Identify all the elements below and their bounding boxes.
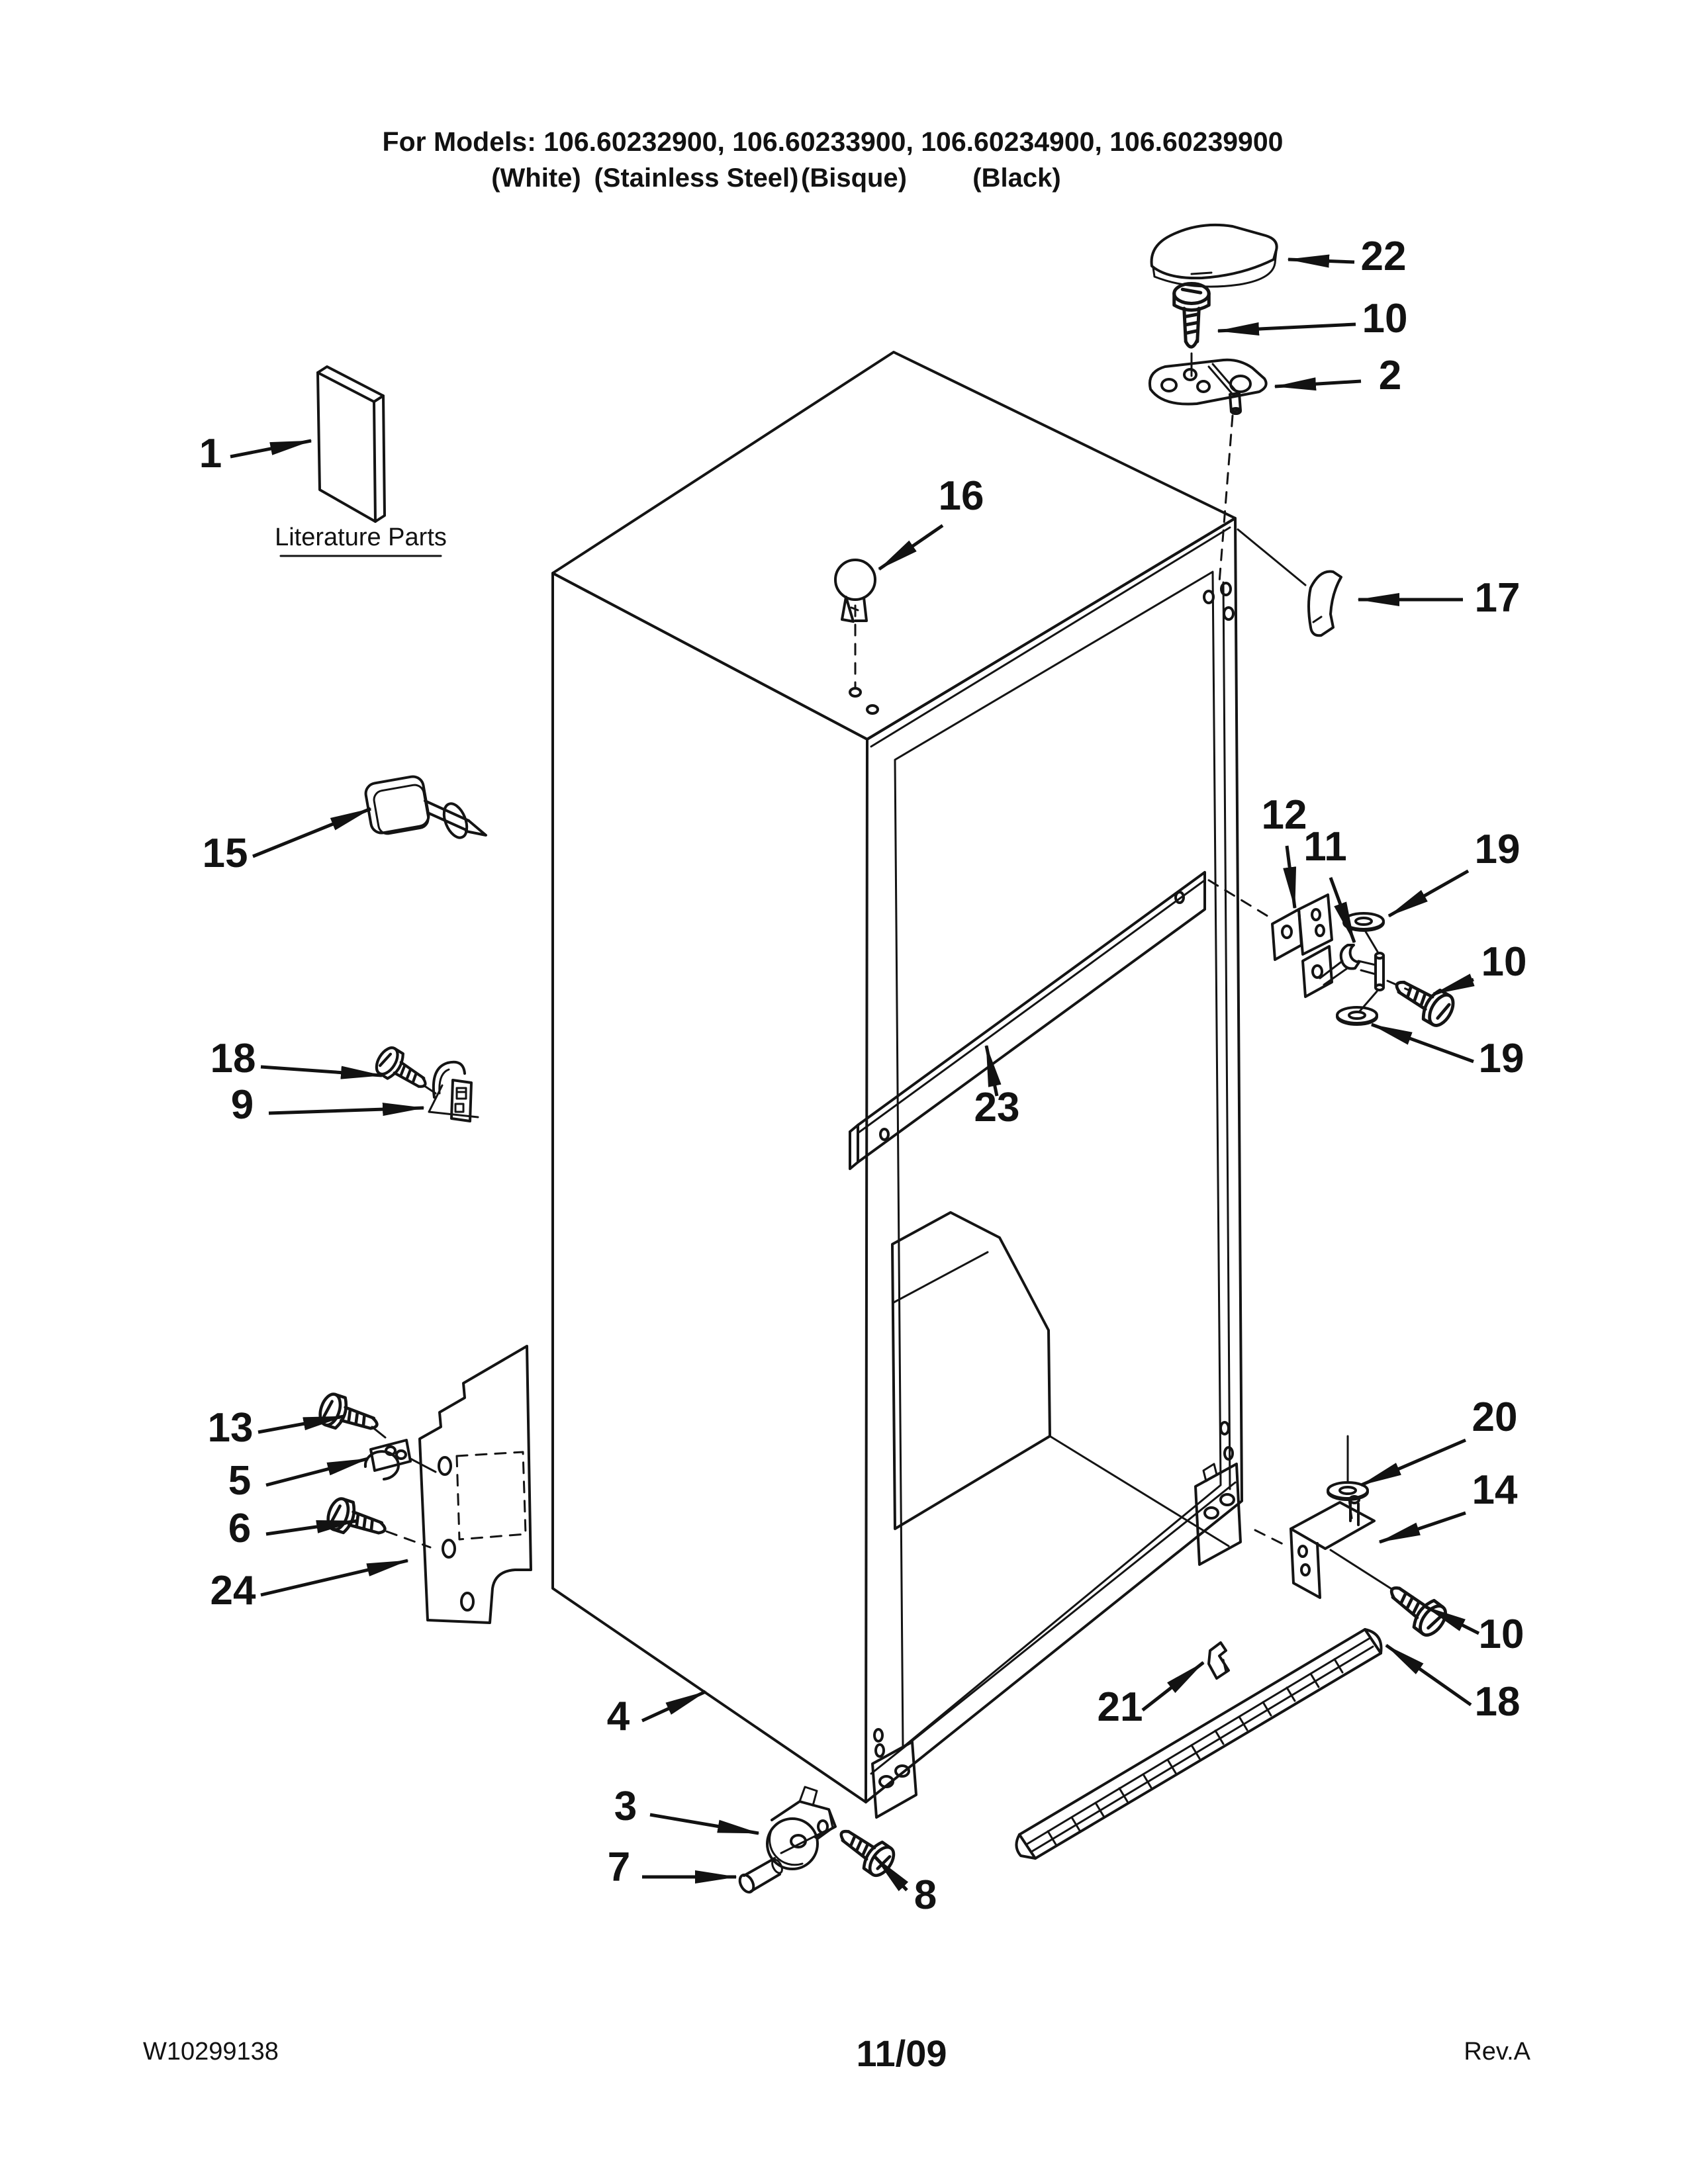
interior-divider: [892, 1212, 1229, 1546]
callout-arrow-18: [1386, 1645, 1471, 1705]
callout-number-3: 3: [614, 1784, 637, 1829]
callout-arrow-3: [650, 1815, 759, 1833]
part-16-plug: [835, 560, 875, 687]
part-13-screw: [316, 1392, 385, 1440]
callout-arrow-20: [1361, 1440, 1466, 1485]
callout-number-18: 18: [1474, 1679, 1521, 1725]
footer-doc-number: W10299138: [143, 2038, 279, 2066]
cabinet-shell: [553, 352, 1242, 1802]
part-11-center-hinge-pin: [1320, 945, 1409, 990]
callout-number-6: 6: [228, 1506, 252, 1551]
callout-arrow-14: [1380, 1513, 1466, 1542]
color-label-black: (Black): [972, 163, 1061, 193]
callout-number-13: 13: [207, 1405, 254, 1451]
callout-number-15: 15: [202, 831, 248, 876]
part-14-bottom-hinge-bracket: [1255, 1496, 1393, 1598]
callout-number-2: 2: [1378, 353, 1402, 398]
callout-arrow-24: [261, 1561, 408, 1595]
callout-number-24: 24: [210, 1568, 256, 1614]
callout-number-1: 1: [199, 431, 222, 477]
part-23-mullion-rail: [850, 872, 1270, 1169]
callout-number-17: 17: [1474, 575, 1521, 621]
part-10-screw-bottom: [1382, 1576, 1451, 1640]
callout-number-20: 20: [1472, 1394, 1518, 1440]
callout-arrow-10: [1426, 1607, 1479, 1633]
callout-arrow-16: [879, 525, 943, 569]
callout-number-12: 12: [1261, 792, 1307, 838]
callout-arrow-1: [230, 441, 311, 457]
callout-arrow-5: [266, 1459, 368, 1485]
callout-arrow-19: [1389, 871, 1468, 916]
callout-number-19: 19: [1474, 827, 1521, 872]
part-12-center-hinge-bracket: [1272, 895, 1332, 997]
page-footer: [143, 2032, 1531, 2074]
part-18-toe-grille: [1016, 1629, 1381, 1858]
callout-arrow-10: [1434, 979, 1474, 994]
callout-arrow-21: [1143, 1662, 1203, 1710]
footer-revision: Rev.A: [1464, 2038, 1530, 2066]
part-9-clip: [429, 1062, 478, 1121]
callout-number-21: 21: [1097, 1684, 1143, 1730]
literature-parts-booklet: [318, 367, 385, 522]
part-22-hinge-cover: [1152, 225, 1277, 287]
part-21-grille-clip: [1209, 1643, 1229, 1678]
callout-arrow-4: [642, 1692, 706, 1721]
color-label-bisque: (Bisque): [801, 163, 907, 193]
callout-number-8: 8: [914, 1872, 937, 1918]
part-18-screw-left: [372, 1044, 436, 1097]
callout-arrow-22: [1288, 259, 1354, 262]
callout-number-10: 10: [1478, 1612, 1524, 1657]
callout-number-7: 7: [607, 1844, 631, 1890]
callout-arrow-15: [253, 809, 371, 856]
callout-number-22: 22: [1360, 234, 1407, 279]
part-2-top-hinge: [1150, 360, 1266, 582]
callout-number-9: 9: [230, 1082, 254, 1128]
callout-number-23: 23: [974, 1085, 1020, 1130]
part-19-washer-lower: [1337, 991, 1377, 1024]
color-label-white: (White): [491, 163, 581, 193]
part-17-clip: [1238, 529, 1341, 635]
part-10-screw-middle: [1389, 970, 1458, 1030]
literature-parts-label: Literature Parts: [275, 523, 447, 551]
callout-number-14: 14: [1472, 1467, 1518, 1513]
part-5-clamp: [365, 1440, 436, 1479]
footer-date: 11/09: [856, 2032, 947, 2074]
callout-arrow-11: [1331, 878, 1354, 942]
callout-arrow-2: [1275, 381, 1361, 387]
callout-number-10: 10: [1481, 939, 1527, 985]
callout-number-5: 5: [228, 1458, 252, 1504]
models-line: For Models: 106.60232900, 106.60233900, 106.60234900, 106.60239900: [382, 126, 1284, 157]
callout-number-4: 4: [606, 1694, 630, 1739]
callout-number-11: 11: [1303, 824, 1347, 870]
callout-number-19: 19: [1478, 1036, 1524, 1081]
callout-arrow-9: [269, 1108, 424, 1113]
page-header: [383, 126, 1284, 193]
callout-arrow-18: [261, 1067, 382, 1075]
callout-arrow-10: [1218, 324, 1356, 331]
part-24-rear-panel: [420, 1346, 531, 1623]
callout-number-18: 18: [210, 1036, 256, 1081]
color-label-stainless: (Stainless Steel): [594, 163, 799, 193]
part-15-door-stop: [364, 775, 486, 841]
callout-number-16: 16: [938, 473, 984, 519]
callout-arrow-19: [1372, 1024, 1474, 1062]
callout-number-10: 10: [1362, 296, 1408, 341]
callout-arrow-12: [1287, 846, 1295, 908]
part-3-roller: [767, 1787, 835, 1869]
